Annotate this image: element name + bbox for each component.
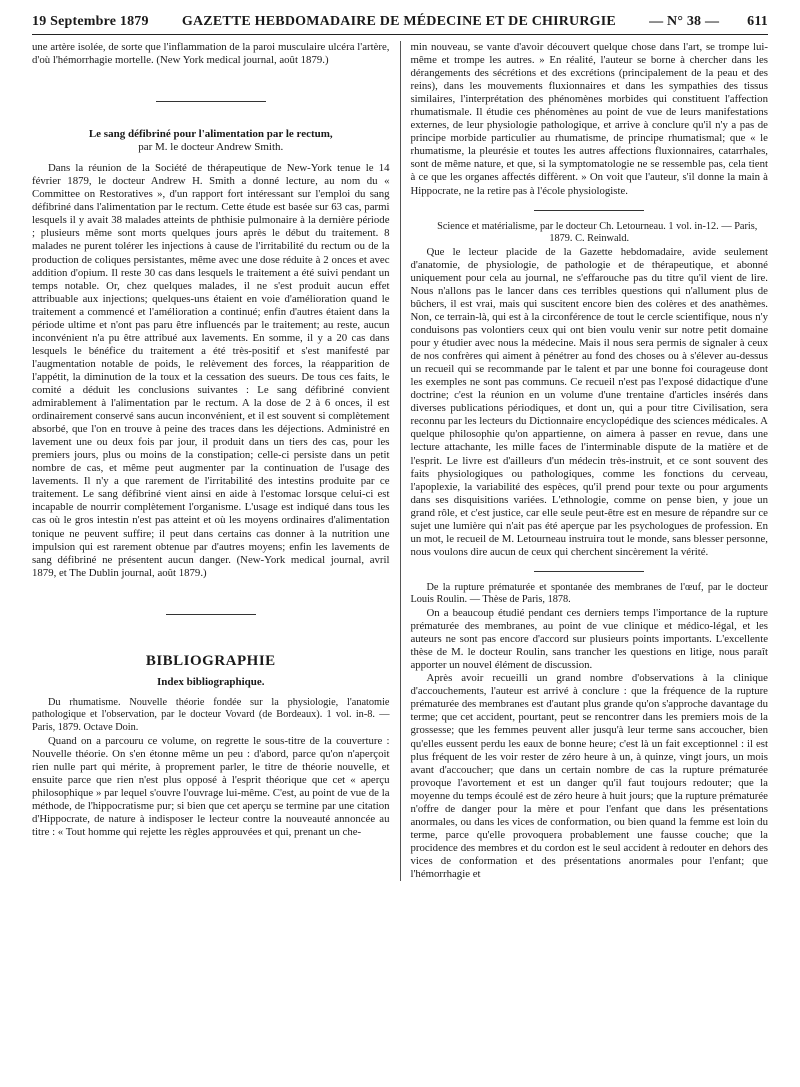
header-date: 19 Septembre 1879 <box>32 14 149 29</box>
section-divider <box>534 571 644 572</box>
book-review-paragraph: Quand on a parcouru ce volume, on regrette le sous-titre de la couverture : Nouvelle théorie. On s'en étonne même un peu : d'abord, parce qu'on n'aperçoit rien nulle part qui mérite, à proprement parler, le titre de théorie nouvelle, et ensuite parce que rien n'est plus opposé à l'esprit théorique que cet « aperçu philosophique » par lequel s'ouvre l'ouvrage lui-même. C'est, au point de vue de la méthode, de l'hippocratisme pur; si bien que cet aperçu se termine par une citation d'Hippocrate, de nature à indisposer le lecteur contre la nouveauté annoncée au titre : « Tout homme qui rejette les règles approuvées et qui, prenant un che- <box>32 734 390 838</box>
header-page-number: 611 <box>747 14 768 29</box>
intro-paragraph: une artère isolée, de sorte que l'inflammation de la paroi musculaire ulcéra l'artère, d'où l'hémorrhagie mortelle. (New York medical journal, août 1879.) <box>32 41 390 67</box>
book-review-paragraph: On a beaucoup étudié pendant ces derniers temps l'importance de la rupture prématurée des membranes, au point de vue clinique et médico-légal, et les auteurs ne sont pas encore d'accord sur plusieurs points importants. L'excellente thèse de M. le docteur Roulin, sans trancher les questions en litige, nous paraît apporter un nouvel élément de discussion. <box>410 607 768 672</box>
index-heading: Index bibliographique. <box>156 675 265 688</box>
two-column-body <box>32 41 768 881</box>
section-divider <box>156 101 266 102</box>
column-rule <box>400 41 401 881</box>
article-paragraph: Dans la réunion de la Société de thérapeutique de New-York tenue le 14 février 1879, le docteur Andrew H. Smith a donné lecture, au nom du « Committee on Restoratives », d'un rapport fort intéressant sur l'emploi du sang défibriné dans l'alimentation par le rectum. Cette étude est basée sur 63 cas, parmi lesquels il y avait 38 malades atteints de phthisie pulmonaire à la dernière période ; plusieurs même sont morts quelques jours après le début du traitement. 8 malades ne purent tolérer les injections à cause de l'irritabilité du rectum ou de la production de coliques persistantes, même avec une dose réduite à 2 onces et avec addition d'opium. Il reste 30 cas dans lesquels le traitement a été suivi pendant un temps notable. Or, chez quelques malades, il ne s'est produit aucun effet attribuable aux injections; quelques-uns étaient en voie d'amélioration quand le traitement a commencé et l'amélioration a continué; enfin d'autres étaient dans la période ultime et n'ont pas paru être influencés par le traitement; au reste, aucun inconvénient n'a pu être attribué aux lavements. En somme, il y a 20 cas dans lesquels le bénéfice du traitement a été très-positif et s'est manifesté par l'augmentation notable de poids, le relèvement des forces, la réapparition de l'appétit, la diminution de la toux et la cessation des sueurs. De tous ces faits, le comité a déduit les conclusions suivantes : Le sang défibriné convient admirablement à l'alimentation par le rectum. A la dose de 2 à 6 onces, il est ordinairement conservé sans aucun inconvénient, et il est souvent si complètement absorbé, que l'on en trouve à peine des traces dans les déjections. Administré en lavement une ou deux fois par jour, il produit dans un tiers des cas, pour les premiers jours, plus ou moins de la constipation; celle-ci persiste dans un petit nombre de cas, et même peut augmenter par la continuation de l'usage des lavements. Il n'y a que rarement de l'irritabilité des intestins produite par ce traitement. Le sang défibriné vient ainsi en aide à l'estomac lorsque celui-ci est incapable de nourrir complètement l'organisme. L'usage est indiqué dans tous les cas où le gros intestin n'est pas atteint et où les moyens ordinaires d'alimentation tonique ne peuvent suffire; il peut dans certains cas donner à la nutrition une impulsion qui est rarement obtenue par d'autres moyens; enfin les lavements de sang défibriné ne présentent aucun danger. (New-York medical journal, avril 1879, et The Dublin journal, août 1879.) <box>32 162 390 579</box>
book-review-paragraph: Que le lecteur placide de la Gazette hebdomadaire, avide seulement d'anatomie, de physiologie, de pathologie et de thérapeutique, et abonné uniquement pour cela au journal, ne s'effarouche pas du titre qu'il vient de lire. Nous n'allons pas le lancer dans ces terribles questions qui n'allument plus de bûchers, il est vrai, mais qui suscitent encore bien des colères et des anathèmes. Non, ce terrain-là, qui est à la circonférence de tout le cercle scientifique, nous n'y conduisons pas volontiers ceux qui ont bien voulu venir sur notre petit domaine pour y étudier avec nous la médecine. Mais il nous sera permis de signaler à ceux de nos confrères qui aiment à pénétrer au fond des choses ou à s'élever au-dessus un recueil qui se recommande par le talent et par une bonne foi courageuse dont les exemples ne sont pas communs. Ce recueil n'est pas l'exposé didactique d'une doctrine; c'est la réunion en un volume d'une trentaine d'articles insérés dans diverses publications périodiques, et dont un, qui a pour titre Civilisation, sera reconnu par les lecteurs du Dictionnaire encyclopédique des sciences médicales. A quelque philosophie qu'on appartienne, on aimera à passer en revue, dans une lecture attachante, les mille faces de l'interminable dispute de la matière et de l'esprit. Le livre est d'ailleurs d'un médecin très-instruit, et ce sont souvent des faits physiologiques ou pathologiques, comme les fonctions du cerveau, l'apoplexie, la variabilité des espèces, qu'il prend pour texte ou pour arguments dans ses disquisitions variées. L'ethnologie, comme on pense bien, y joue un grand rôle, et c'est justice, car elle seule peut-être est en mesure de répandre sur ce sujet une lumière qui n'ait pas été aperçue par les psychologues de profession. En un mot, le recueil de M. Letourneau instruira tout le monde, sans blesser personne, nous voulons dire aucun de ceux qui cherchent sincèrement la vérité. <box>410 245 768 558</box>
book-review-heading: Science et matérialisme, par le docteur Ch. Letourneau. 1 vol. in-12. — Paris, 1879. C. Reinwald. <box>437 220 758 245</box>
book-review-heading: De la rupture prématurée et spontanée des membranes de l'œuf, par le docteur Louis Roulin. — Thèse de Paris, 1878. <box>410 581 768 606</box>
section-divider <box>166 614 256 615</box>
page-header <box>32 14 768 35</box>
book-review-paragraph: Après avoir recueilli un grand nombre d'observations à la clinique d'accouchements, l'auteur est arrivé à conclure : que la fréquence de la rupture prématurée des membranes est d'autant plus grande qu'on s'approche davantage du terme; que cet accident, pourtant, peut se rencontrer dans les premiers mois de la grossesse; que les femmes peuvent aller jusqu'à leur terme sans accoucher, bien qu'elles eussent perdu les eaux de bonne heure; c'est là un fait exceptionnel : il est plus fréquent de les voir rester de zéro heure à un, à quinze, vingt jours, un mois avant d'accoucher; que dans un certain nombre de cas la rupture prématurée provoque l'avortement et est un danger qu'il faut toujours redouter; que la moyenne du temps écoulé est de zéro heure à huit jours; que la rupture prématurée n'offre de danger pour la mère et pour l'enfant que dans les présentations anormales, ou dans les vices de conformation, ou bien quand la femme est loin du terme, parce qu'elle provoquera probablement une fausse couche; que la procidence des membres et du cordon est le seul accident à redouter en dehors des vices de conformation et des présentations anormales pour l'enfant; que l'hémorrhagie et <box>410 672 768 880</box>
section-divider <box>534 210 644 211</box>
header-numbering <box>649 14 768 30</box>
header-journal-title: GAZETTE HEBDOMADAIRE DE MÉDECINE ET DE CHIRURGIE <box>181 14 616 29</box>
header-issue: — N° 38 — <box>649 14 720 29</box>
continued-paragraph: min nouveau, se vante d'avoir découvert quelque chose dans l'art, se trompe lui-même et trompe les autres. » En réalité, l'auteur se borne à chercher dans les dérangements des sécrétions et des excrétions (principalement de la peau et des reins), dans les mouvements fluxionnaires et dans les sympathies des tissus similaires, l'interprétation des phénomènes morbides qui constituent l'affection rhumatismale. Il étudie ces phénomènes au point de vue de leurs manifestations externes, de leur physiologie pathologique, et arrive à conclure qu'il n'y a pas de principe morbide particulier au rhumatisme, de principe rhumatismal; que « le rhumatisme, la pleurésie et toutes les autres affections fluxionnaires, catarrhales, sont de même nature, et que, si la symptomatologie ne se ressemble pas, cela tient à ce que les organes affectés diffèrent. » On voit que l'auteur, s'il donne la main à Hippocrate, ne la retire pas à l'école physiologiste. <box>410 41 768 197</box>
left-column <box>32 41 390 881</box>
article-title: Le sang défibriné pour l'alimentation par le rectum, <box>88 128 333 141</box>
book-review-heading: Du rhumatisme. Nouvelle théorie fondée sur la physiologie, l'anatomie pathologique et l'observation, par le docteur Vovard (de Bordeaux). 1 vol. in-8. — Paris, 1879. Octave Doin. <box>32 696 390 733</box>
bibliography-heading: BIBLIOGRAPHIE <box>145 652 276 669</box>
right-column <box>410 41 768 881</box>
article-author: par M. le docteur Andrew Smith. <box>138 141 284 154</box>
